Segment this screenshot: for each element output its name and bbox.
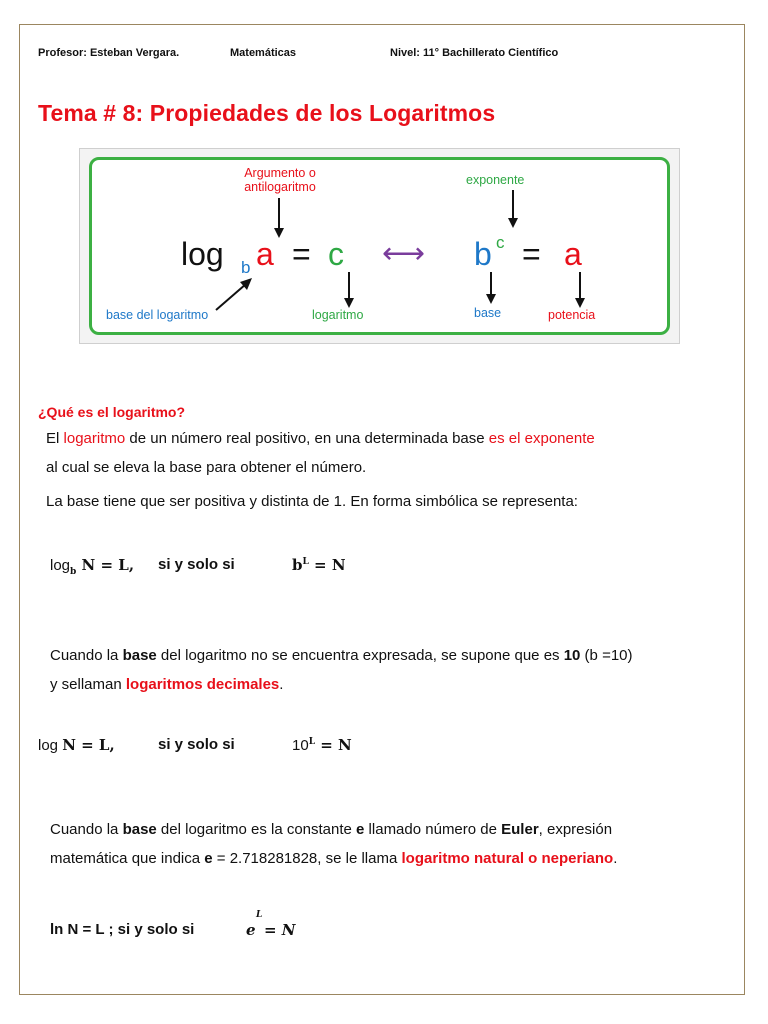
p3-text-a: Cuando la [50,647,123,664]
paragraph-definition [46,424,736,482]
argument-label-line2: antilogaritmo [244,180,316,194]
f1-eq: N = L, [76,556,135,574]
exponent-label: exponente [466,173,525,187]
formula-general-rhs [292,556,346,574]
formula-decimal-rhs [292,736,352,754]
logarithm-diagram [79,148,680,344]
logarithm-label: logaritmo [312,308,364,322]
p4-text-a: Cuando la [50,821,123,838]
argument-a: a [256,236,274,272]
formula-natural-lhs: ln N = L ; si y solo si [50,921,195,938]
base-b-subscript: b [241,258,251,277]
section-question: ¿Qué es el logaritmo? [38,404,186,420]
f2-rhs: = N [315,736,352,754]
formula-decimal-iff: si y solo si [158,736,235,753]
p3-highlight-decimal: logaritmos decimales [125,676,280,693]
p1-highlight-logarithm: logaritmo [63,430,126,447]
formula-general-iff: si y solo si [158,556,235,573]
equivalence-arrow: ⟷ [382,237,426,270]
base-of-logarithm-label: base del logaritmo [106,308,209,322]
formula-natural-rhs: = N [264,921,296,939]
header-professor: Profesor: Esteban Vergara. [38,47,180,59]
f2-log: log [38,737,63,754]
arrow-down-base-icon [484,272,498,304]
rhs-exponent-c: c [496,233,505,252]
result-c: c [328,236,344,272]
p4-end: . [613,850,618,867]
rhs-base-b: b [474,236,492,272]
page-title: Tema # 8: Propiedades de los Logaritmos [38,100,496,126]
log-text: log [181,236,224,272]
diagram-frame [89,157,670,335]
paragraph-base-condition: La base tiene que ser positiva y distinta de 1. En forma simbólica se representa: [46,493,578,510]
p3-base: base [122,647,157,664]
arrow-base-diagonal-icon [212,276,256,314]
f1-sup: L [302,557,309,567]
p4-text-c: llamado número de [364,821,502,838]
p1-text-a: El [46,430,64,447]
f2-sup: L [308,737,316,747]
p4-text-b: del logaritmo es la constante [156,821,357,838]
base-label: base [474,306,502,320]
f1-log: log [50,557,71,574]
f1-b: b [292,556,303,574]
p4-e2: e [204,850,213,867]
p1-text-b: de un número real positivo, en una determinada base [125,430,489,447]
p1-line2: al cual se eleva la base para obtener el número. [46,459,367,476]
p3-text-b: del logaritmo no se encuentra expresada, se supone que es [156,647,564,664]
arrow-down-argument-icon [272,198,286,238]
p4-base: base [122,821,157,838]
p4-value: = 2.718281828, se le llama [212,850,402,867]
p1-highlight-exponent: es el exponente [488,430,595,447]
header-level: Nivel: 11° Bachillerato Científico [390,47,559,59]
paragraph-natural [50,815,740,873]
arrow-down-logarithm-icon [342,272,356,308]
p4-euler: Euler [501,821,539,838]
formula-general [50,556,134,577]
rhs-equals-sign: = [522,236,541,272]
f2-eq: N = L, [62,736,115,754]
power-label: potencia [548,308,596,322]
formula-natural-e: e [246,921,256,939]
formula-decimal [38,736,115,754]
p3-line2-a: y sellaman [50,676,126,693]
arrow-down-power-icon [573,272,587,308]
p3-ten: 10 [563,647,581,664]
f2-ten: 10 [292,737,309,754]
p3-text-c: (b =10) [580,647,633,664]
p4-e: e [356,821,365,838]
argument-label [215,166,345,194]
f1-rhs: = N [308,556,346,574]
f1-sub: b [70,567,77,577]
p4-text-d: , expresión [538,821,613,838]
p4-line2-a: matemática que indica [50,850,205,867]
formula-natural-sup: L [256,910,263,920]
equals-sign: = [292,236,311,272]
p4-highlight-natural: logaritmo natural o neperiano [401,850,614,867]
paragraph-decimal [50,641,740,699]
rhs-power-a: a [564,236,582,272]
header-subject: Matemáticas [230,47,297,59]
p3-end: . [279,676,284,693]
argument-label-line1: Argumento o [244,166,316,180]
arrow-down-exponent-icon [506,190,520,228]
